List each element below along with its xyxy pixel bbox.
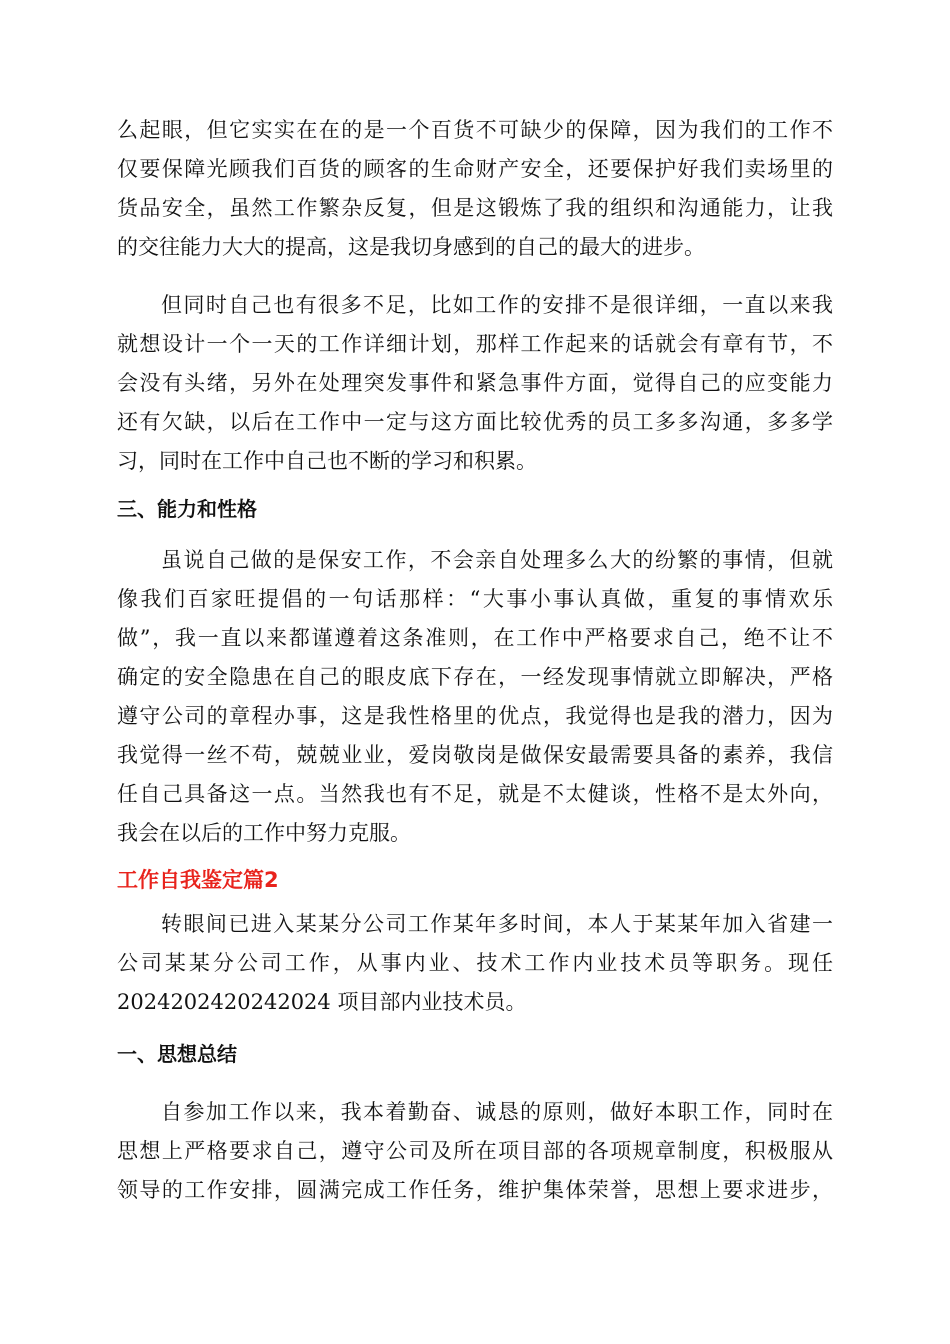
paragraph-line: 确定的安全隐患在自己的眼皮底下存在，一经发现事情就立即解决，严格 xyxy=(117,665,833,689)
paragraph-line: 的交往能力大大的提高，这是我切身感到的自己的最大的进步。 xyxy=(117,235,705,259)
paragraph-line: 虽说自己做的是保安工作，不会亲自处理多么大的纷繁的事情，但就 xyxy=(161,548,833,572)
section-heading: 三、能力和性格 xyxy=(117,497,257,521)
section-heading: 一、思想总结 xyxy=(117,1042,237,1066)
paragraph-line: 还有欠缺，以后在工作中一定与这方面比较优秀的员工多多沟通，多多学 xyxy=(117,410,833,434)
paragraph-line: 领导的工作安排，圆满完成工作任务，维护集体荣誉，思想上要求进步， xyxy=(117,1178,833,1202)
paragraph-line: 像我们百家旺提倡的一句话那样：“大事小事认真做，重复的事情欢乐 xyxy=(117,587,833,611)
paragraph-line: 么起眼，但它实实在在的是一个百货不可缺少的保障，因为我们的工作不 xyxy=(117,118,833,142)
paragraph-line: 思想上严格要求自己，遵守公司及所在项目部的各项规章制度，积极服从 xyxy=(117,1139,833,1163)
paragraph-line: 遵守公司的章程办事，这是我性格里的优点，我觉得也是我的潜力，因为 xyxy=(117,704,833,728)
paragraph-line: 转眼间已进入某某分公司工作某年多时间，本人于某某年加入省建一 xyxy=(161,912,833,936)
section-title: 工作自我鉴定篇2 xyxy=(117,868,279,892)
paragraph-line: 做”，我一直以来都谨遵着这条准则，在工作中严格要求自己，绝不让不 xyxy=(117,626,833,650)
paragraph-line: 货品安全，虽然工作繁杂反复，但是这锻炼了我的组织和沟通能力，让我 xyxy=(117,196,833,220)
paragraph-line: 2024202420242024 项目部内业技术员。 xyxy=(117,990,527,1014)
paragraph-line: 自参加工作以来，我本着勤奋、诚恳的原则，做好本职工作，同时在 xyxy=(161,1100,833,1124)
paragraph-line: 习，同时在工作中自己也不断的学习和积累。 xyxy=(117,449,537,473)
paragraph-line: 我会在以后的工作中努力克服。 xyxy=(117,821,411,845)
paragraph-line: 任自己具备这一点。当然我也有不足，就是不太健谈，性格不是太外向， xyxy=(117,782,833,806)
paragraph-line: 会没有头绪，另外在处理突发事件和紧急事件方面，觉得自己的应变能力 xyxy=(117,371,833,395)
paragraph-line: 公司某某分公司工作，从事内业、技术工作内业技术员等职务。现任 xyxy=(117,951,833,975)
paragraph-line: 我觉得一丝不苟，兢兢业业，爱岗敬岗是做保安最需要具备的素养，我信 xyxy=(117,743,833,767)
paragraph-line: 仅要保障光顾我们百货的顾客的生命财产安全，还要保护好我们卖场里的 xyxy=(117,157,833,181)
paragraph-line: 就想设计一个一天的工作详细计划，那样工作起来的话就会有章有节，不 xyxy=(117,332,833,356)
paragraph-line: 但同时自己也有很多不足，比如工作的安排不是很详细，一直以来我 xyxy=(161,293,833,317)
